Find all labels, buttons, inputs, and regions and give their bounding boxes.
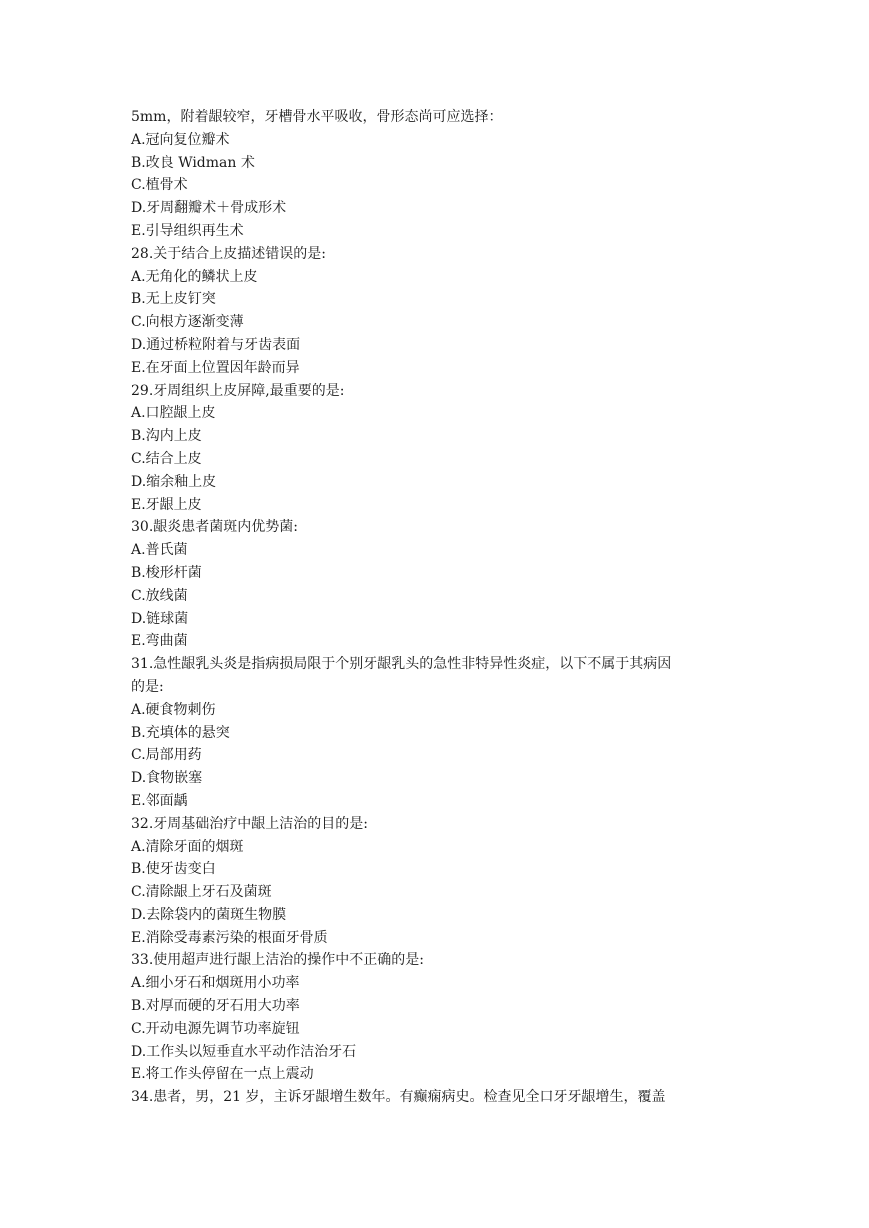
option-line: E.弯曲菌	[131, 633, 188, 650]
question-line: 33.使用超声进行龈上洁治的操作中不正确的是:	[131, 952, 424, 969]
option-line: D.工作头以短垂直水平动作洁治牙石	[131, 1043, 357, 1060]
option-line: D.食物嵌塞	[131, 770, 203, 787]
option-line: A.冠向复位瓣术	[131, 131, 230, 148]
option-line: D.缩余釉上皮	[131, 473, 217, 490]
option-line: C.局部用药	[131, 747, 202, 764]
option-line: B.对厚而硬的牙石用大功率	[131, 998, 300, 1015]
option-line: C.放线菌	[131, 587, 188, 604]
option-line: A.细小牙石和烟斑用小功率	[131, 975, 300, 992]
option-line: A.无角化的鳞状上皮	[131, 268, 258, 285]
document-body	[131, 106, 741, 1109]
option-line: B.充填体的悬突	[131, 724, 230, 741]
option-line: B.梭形杆菌	[131, 564, 202, 581]
option-line: B.改良 Widman 术	[131, 154, 255, 171]
option-line: B.沟内上皮	[131, 428, 202, 445]
question-line: 29.牙周组织上皮屏障,最重要的是:	[131, 382, 345, 399]
option-line: C.植骨术	[131, 177, 188, 194]
option-line: E.将工作头停留在一点上震动	[131, 1066, 314, 1083]
option-line: D.通过桥粒附着与牙齿表面	[131, 336, 301, 353]
question-line: 30.龈炎患者菌斑内优势菌:	[131, 519, 298, 536]
option-line: C.开动电源先调节功率旋钮	[131, 1020, 300, 1037]
option-line: E.在牙面上位置因年龄而异	[131, 359, 300, 376]
question-line: 32.牙周基础治疗中龈上洁治的目的是:	[131, 815, 368, 832]
question-line: 28.关于结合上皮描述错误的是:	[131, 245, 326, 262]
option-line: C.结合上皮	[131, 450, 202, 467]
option-line: A.硬食物刺伤	[131, 701, 216, 718]
option-line: D.牙周翻瓣术＋骨成形术	[131, 200, 287, 217]
option-line: E.消除受毒素污染的根面牙骨质	[131, 929, 328, 946]
option-line: E.邻面龋	[131, 792, 188, 809]
text-line: 5mm，附着龈较窄，牙槽骨水平吸收，骨形态尚可应选择：	[131, 109, 503, 125]
option-line: B.使牙齿变白	[131, 861, 216, 878]
option-line: C.清除龈上牙石及菌斑	[131, 884, 272, 901]
question-line: 31.急性龈乳头炎是指病损局限于个别牙龈乳头的急性非特异性炎症，以下不属于其病因	[131, 656, 672, 673]
option-line: D.去除袋内的菌斑生物膜	[131, 906, 287, 923]
question-line: 34.患者，男，21 岁，主诉牙龈增生数年。有癫痫病史。检查见全口牙牙龈增生，覆盖	[131, 1089, 666, 1106]
question-line: 的是:	[131, 678, 164, 695]
option-line: D.链球菌	[131, 610, 189, 627]
option-line: A.清除牙面的烟斑	[131, 838, 244, 855]
option-line: B.无上皮钉突	[131, 291, 216, 308]
option-line: A.普氏菌	[131, 542, 188, 559]
option-line: A.口腔龈上皮	[131, 405, 216, 422]
option-line: E.牙龈上皮	[131, 496, 202, 513]
option-line: C.向根方逐渐变薄	[131, 314, 244, 331]
option-line: E.引导组织再生术	[131, 222, 244, 239]
